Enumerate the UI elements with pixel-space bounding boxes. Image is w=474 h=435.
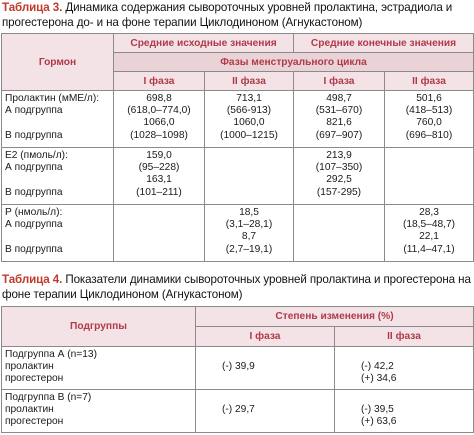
row-label: Р (нмоль/л): А подгруппа В подгруппа xyxy=(2,205,114,262)
table-cell: (-) 42,2 (+) 34,6 xyxy=(335,347,474,390)
table4-header-degree: Степень изменения (%) xyxy=(196,307,474,327)
table4-caption-label: Таблица 4. xyxy=(2,273,63,286)
table4-header-phase2: II фаза xyxy=(335,327,474,347)
table-cell: 498,7 (531–670) 821,6 (697–907) xyxy=(294,91,385,148)
table3-header-final-phase2: II фаза xyxy=(385,72,474,91)
table-cell: (-) 39,9 xyxy=(196,347,335,390)
table3-caption-label: Таблица 3. xyxy=(2,1,63,14)
table4-caption-text: Показатели динамики сывороточных уровней пролактина и прогестерона на фоне терапии Циклодиноном (Агнукастоном) xyxy=(2,273,471,301)
table4-caption xyxy=(2,272,472,302)
row-label: Е2 (пмоль/л): А подгруппа В подгруппа xyxy=(2,148,114,205)
table-row xyxy=(2,91,474,148)
table3-header-final-phase1: I фаза xyxy=(294,72,385,91)
table3-header-hormone: Гормон xyxy=(2,34,114,91)
table4-header-subgroups: Подгруппы xyxy=(2,307,196,347)
table-cell xyxy=(114,205,205,262)
table-row xyxy=(2,390,474,433)
row-label: Подгруппа В (n=7) пролактин прогестерон xyxy=(2,390,196,433)
table-cell xyxy=(205,148,294,205)
row-label: Подгруппа А (n=13) пролактин прогестерон xyxy=(2,347,196,390)
table-cell: 501,6 (418–513) 760,0 (696–810) xyxy=(385,91,474,148)
table-cell: 28,3 (18,5–48,7) 22,1 (11,4–47,1) xyxy=(385,205,474,262)
table-cell: 213,9 (107–350) 292,5 (157-295) xyxy=(294,148,385,205)
table-cell: 18,5 (3,1–28,1) 8,7 (2,7–19,1) xyxy=(205,205,294,262)
table3 xyxy=(1,33,474,262)
table-row xyxy=(2,205,474,262)
table-row xyxy=(2,347,474,390)
table-cell: 159,0 (95–228) 163,1 (101–211) xyxy=(114,148,205,205)
table3-header-baseline-phase1: I фаза xyxy=(114,72,205,91)
table3-caption xyxy=(2,0,472,30)
table4-header-phase1: I фаза xyxy=(196,327,335,347)
table-row xyxy=(2,148,474,205)
table3-caption-text: Динамика содержания сывороточных уровней пролактина, эстрадиола и прогестерона до- и на фоне терапии Циклодиноном (Агнукастоном) xyxy=(2,1,453,29)
table4 xyxy=(1,306,474,433)
table3-header-final: Средние конечные значения xyxy=(294,34,474,53)
table3-header-baseline: Средние исходные значения xyxy=(114,34,294,53)
table-cell: 698,8 (618,0–774,0) 1066,0 (1028–1098) xyxy=(114,91,205,148)
table-cell xyxy=(385,148,474,205)
table-cell: 713,1 (566-913) 1060,0 (1000–1215) xyxy=(205,91,294,148)
table-cell: (-) 29,7 xyxy=(196,390,335,433)
table3-header-phases: Фазы менструального цикла xyxy=(114,53,474,72)
table-cell: (-) 39,5 (+) 63,6 xyxy=(335,390,474,433)
table3-header-baseline-phase2: II фаза xyxy=(205,72,294,91)
row-label: Пролактин (мМЕ/л): А подгруппа В подгруппа xyxy=(2,91,114,148)
table-cell xyxy=(294,205,385,262)
